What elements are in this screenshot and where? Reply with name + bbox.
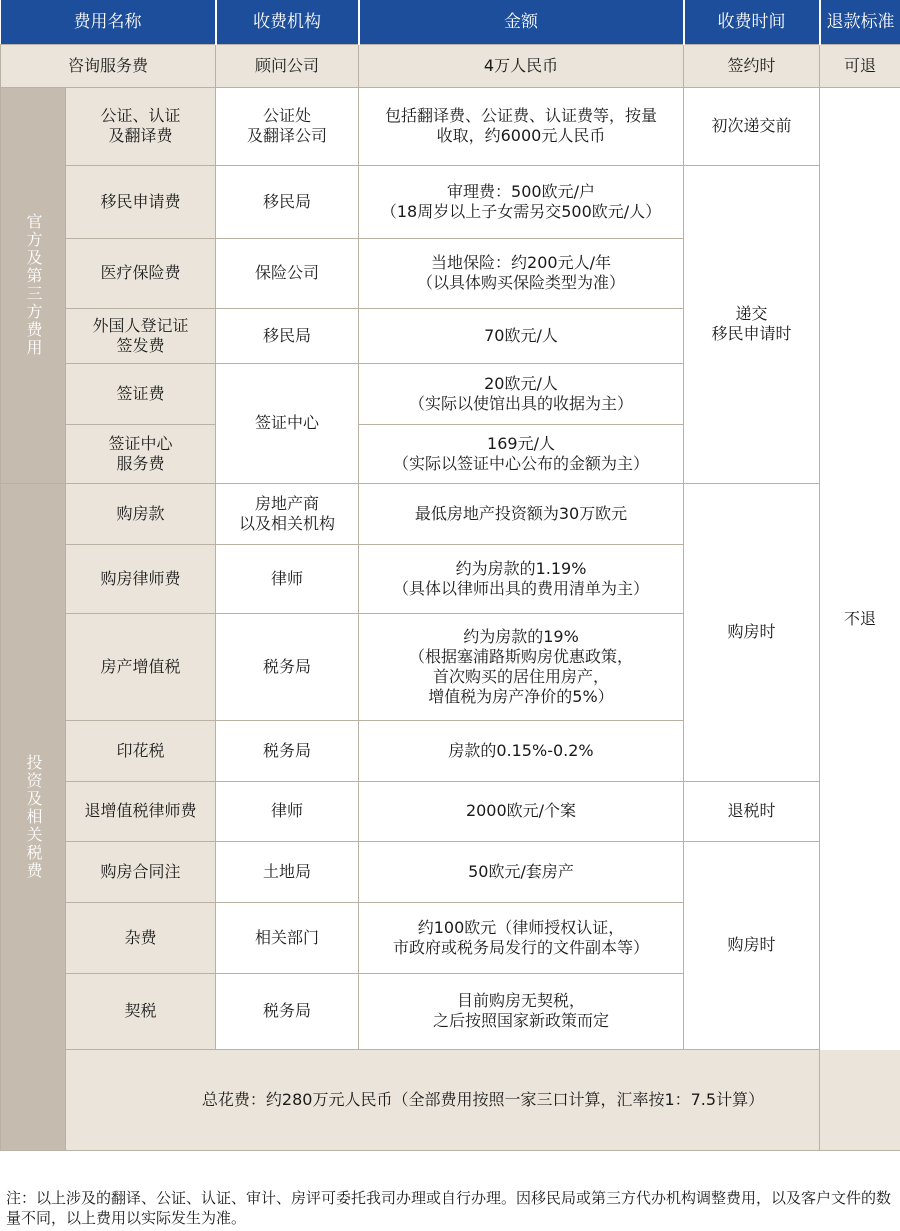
consulting-refund: 可退 [820, 44, 900, 87]
fee-amount: 包括翻译费、公证费、认证费等，按量 收取，约6000元人民币 [359, 87, 684, 165]
consulting-amount: 4万人民币 [359, 44, 684, 87]
fee-amount: 约100欧元（律师授权认证， 市政府或税务局发行的文件副本等） [359, 902, 684, 973]
fee-time-submit: 递交 移民申请时 [684, 165, 820, 483]
fee-amount: 2000欧元/个案 [359, 781, 684, 841]
fee-institution: 土地局 [216, 841, 359, 902]
header-refund: 退款标准 [820, 0, 900, 44]
fee-institution: 税务局 [216, 973, 359, 1049]
fee-name: 公证、认证 及翻译费 [66, 87, 216, 165]
table-row-total [1, 1049, 900, 1150]
fee-institution: 税务局 [216, 720, 359, 781]
fee-name: 签证费 [66, 363, 216, 424]
fee-time-purchase: 购房时 [684, 841, 820, 1049]
fee-name: 退增值税律师费 [66, 781, 216, 841]
fee-amount: 20欧元/人 （实际以使馆出具的收据为主） [359, 363, 684, 424]
fee-amount: 审理费：500欧元/户 （18周岁以上子女需另交500欧元/人） [359, 165, 684, 238]
fee-time: 初次递交前 [684, 87, 820, 165]
fee-amount: 约为房款的1.19% （具体以律师出具的费用清单为主） [359, 544, 684, 613]
fee-institution: 保险公司 [216, 238, 359, 308]
fee-name: 购房律师费 [66, 544, 216, 613]
fee-name: 医疗保险费 [66, 238, 216, 308]
fee-institution: 税务局 [216, 613, 359, 720]
header-institution: 收费机构 [216, 0, 359, 44]
fee-institution: 移民局 [216, 308, 359, 363]
footnote: 注：以上涉及的翻译、公证、认证、审计、房评可委托我司办理或自行办理。因移民局或第三方代办机构调整费用，以及客户文件的数量不同，以上费用以实际发生为准。 [6, 1189, 892, 1227]
fee-name: 契税 [66, 973, 216, 1049]
fee-time-refund: 退税时 [684, 781, 820, 841]
group-label-invest: 投资及相关税费 [1, 483, 66, 1150]
total-cost: 总花费：约280万元人民币（全部费用按照一家三口计算，汇率按1：7.5计算） [66, 1049, 900, 1150]
fee-name: 杂费 [66, 902, 216, 973]
fee-amount: 50欧元/套房产 [359, 841, 684, 902]
fee-name: 印花税 [66, 720, 216, 781]
fee-amount: 房款的0.15%-0.2% [359, 720, 684, 781]
header-time: 收费时间 [684, 0, 820, 44]
table-row [1, 483, 900, 544]
header-fee-name: 费用名称 [1, 0, 216, 44]
fee-name: 签证中心 服务费 [66, 424, 216, 483]
fee-amount: 约为房款的19% （根据塞浦路斯购房优惠政策， 首次购买的居住用房产， 增值税为房产净价的5%） [359, 613, 684, 720]
table-row [1, 165, 900, 238]
fee-name: 移民申请费 [66, 165, 216, 238]
table-row-consulting [1, 44, 900, 87]
table-row [1, 87, 900, 165]
fee-name: 购房款 [66, 483, 216, 544]
header-amount: 金额 [359, 0, 684, 44]
fee-institution: 相关部门 [216, 902, 359, 973]
table-row [1, 781, 900, 841]
table-row [1, 841, 900, 902]
fee-institution: 公证处 及翻译公司 [216, 87, 359, 165]
fee-name: 外国人登记证 签发费 [66, 308, 216, 363]
fee-name: 购房合同注 [66, 841, 216, 902]
fee-institution: 签证中心 [216, 363, 359, 483]
fee-name: 房产增值税 [66, 613, 216, 720]
consulting-name: 咨询服务费 [1, 44, 216, 87]
fee-amount: 最低房地产投资额为30万欧元 [359, 483, 684, 544]
consulting-institution: 顾问公司 [216, 44, 359, 87]
consulting-time: 签约时 [684, 44, 820, 87]
fee-amount: 当地保险：约200元人/年 （以具体购买保险类型为准） [359, 238, 684, 308]
fee-amount: 169元/人 （实际以签证中心公布的金额为主） [359, 424, 684, 483]
fee-institution: 移民局 [216, 165, 359, 238]
fee-institution: 房地产商 以及相关机构 [216, 483, 359, 544]
header-row [1, 0, 900, 44]
refund-none: 不退 [820, 87, 900, 1150]
group-label-official: 官方及第三方费用 [1, 87, 66, 483]
fee-amount: 目前购房无契税， 之后按照国家新政策而定 [359, 973, 684, 1049]
fee-institution: 律师 [216, 544, 359, 613]
fee-institution: 律师 [216, 781, 359, 841]
fee-time-purchase: 购房时 [684, 483, 820, 781]
fee-amount: 70欧元/人 [359, 308, 684, 363]
